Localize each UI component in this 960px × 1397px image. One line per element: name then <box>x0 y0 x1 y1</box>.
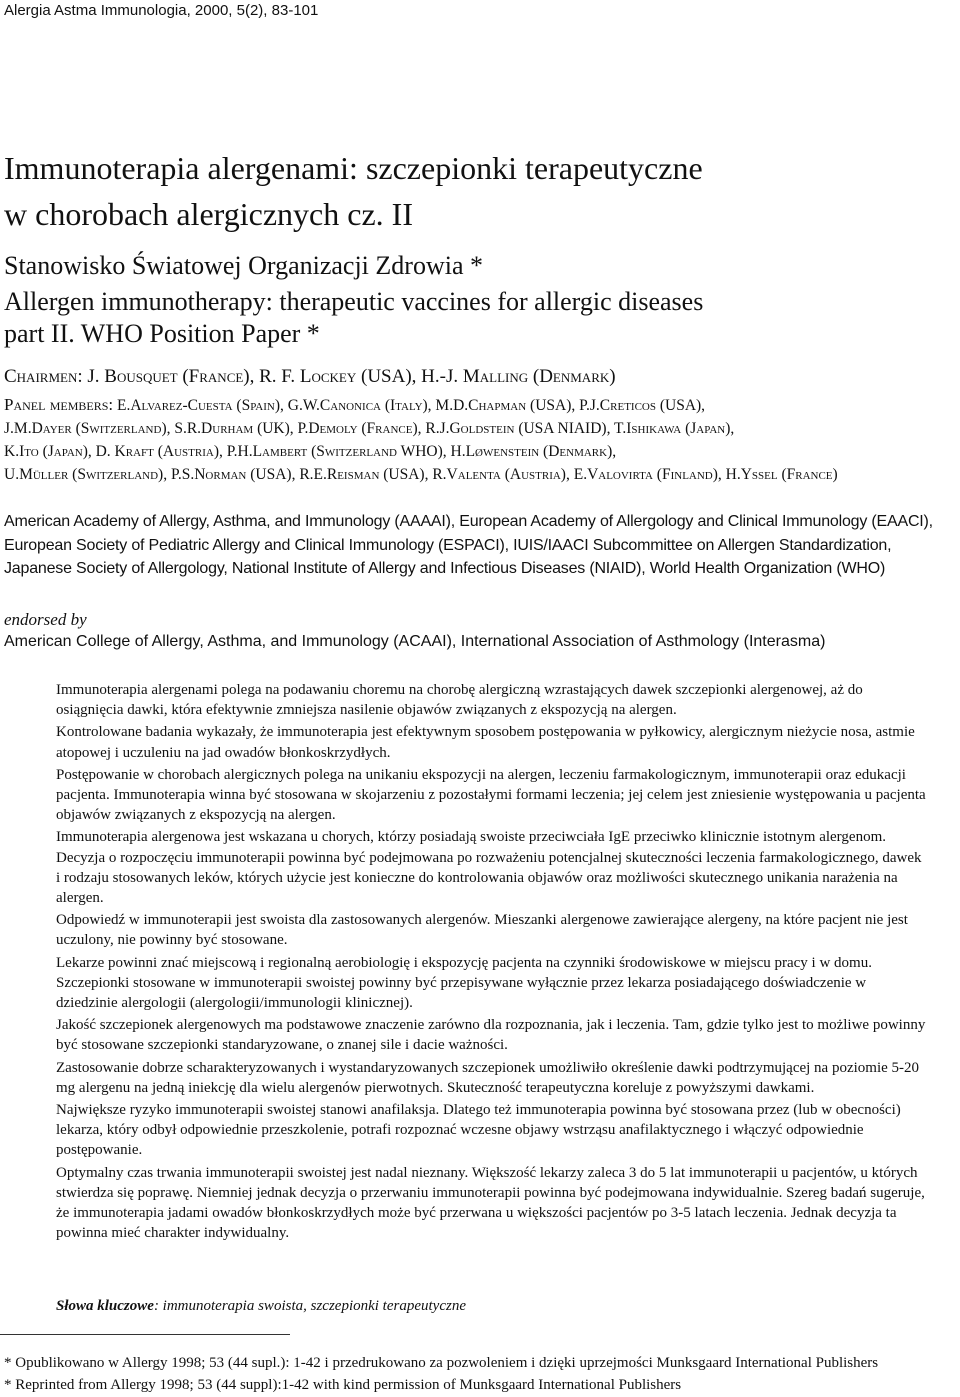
footnote-polish: * Opublikowano w Allergy 1998; 53 (44 supl.): 1-42 i przedrukowano za pozwoleniem i dzięki uprzejmości Munksgaard International Publishers <box>4 1355 879 1371</box>
panel-line-3: K.Ito (Japan), D. Kraft (Austria), P.H.Lambert (Switzerland WHO), H.Løwenstein (Denmark), <box>4 443 617 460</box>
chairmen-line <box>4 366 616 388</box>
chairmen-label: Chairmen: <box>4 366 83 387</box>
title-line-1: Immunoterapia alergenami: szczepionki terapeutyczne <box>4 150 703 186</box>
footnote-divider <box>0 1334 290 1335</box>
panel-label: Panel members: <box>4 395 114 414</box>
endorsed-by-label: endorsed by <box>4 610 87 629</box>
abstract-paragraph: Największe ryzyko immunoterapii swoistej stanowi anafilaksja. Dlatego też immunoterapia powinna być stosowana przez (lub w obecności) lekarza, który odbył odpowiednie przeszkolenie, potrafi rozpoznać wczesne objawy wstrząsu anafilaktycznego i włączyć odpowiednie postępowanie. <box>56 1102 901 1159</box>
title-line-4: Allergen immunotherapy: therapeutic vaccines for allergic diseases <box>4 287 704 316</box>
abstract-paragraph: Jakość szczepionek alergenowych ma podstawowe znaczenie zarówno dla rozpoznania, jak i leczenia. Tam, gdzie tylko jest to możliwe powinny być stosowane szczepionki standaryzowane, o znanej sile i dacie ważności. <box>56 1017 926 1054</box>
abstract-paragraph: Immunoterapia alergenowa jest wskazana u chorych, którzy posiadają swoiste przeciwciała IgE przeciwko klinicznie istotnym alergenom. Decyzja o rozpoczęciu immunoterapii powinna być podejmowana po rozważeniu potencjalnej skuteczności leczenia farmakologicznego, dawek i rodzaju stosowanych leków, których użycie jest konieczne do kontrolowania objawów oraz możliwości skutecznego unikania narażenia na alergen. <box>56 829 922 907</box>
panel-line-1 <box>4 393 838 417</box>
title-line-5: part II. WHO Position Paper * <box>4 319 320 348</box>
journal-citation: Alergia Astma Immunologia, 2000, 5(2), 83-101 <box>4 2 319 19</box>
abstract <box>56 680 926 1245</box>
abstract-paragraph: Odpowiedź w immunoterapii jest swoista dla zastosowanych alergenów. Mieszanki alergenowe zawierające alergeny, na które pacjent nie jest uczulony, nie powinny być stosowane. <box>56 912 908 949</box>
abstract-paragraph: Optymalny czas trwania immunoterapii swoistej jest nadal nieznany. Większość lekarzy zaleca 3 do 5 lat immunoterapii u pacjentów, u których stwierdza się poprawę. Niemniej jednak decyzja o przerwaniu immunoterapii powinna być podejmowana indywidualnie. Szereg badań sugeruje, że immunoterapia jadami owadów błonkoskrzydłych może być przerwana u większości pacjentów po 3-5 latach leczenia. Jednak decyzja ta powinna mieć charakter indywidualny. <box>56 1164 925 1242</box>
panel-members <box>4 393 838 486</box>
abstract-paragraph: Postępowanie w chorobach alergicznych polega na unikaniu ekspozycji na alergen, leczeniu farmakologicznym, immunoterapii oraz edukacji pacjenta. Immunoterapia winna być stosowana w skojarzeniu z pozostałymi formami leczenia; jej celem jest zniesienie występowania u pacjenta objawów związanych z ekspozycją na alergen. <box>56 766 926 824</box>
keywords-label: Słowa kluczowe <box>56 1298 154 1314</box>
panel-names: E.Alvarez-Cuesta (Spain), G.W.Canonica (Italy), M.D.Chapman (USA), P.J.Creticos (USA), <box>116 397 706 414</box>
abstract-paragraph: Zastosowanie dobrze scharakteryzowanych i wystandaryzowanych szczepionek umożliwiło określenie dawki podtrzymującej na poziomie 5-20 mg alergenu na jedną iniekcję dla wielu alergenów pierwotnych. Skuteczność terapeutyczna koreluje z powyższymi dawkami. <box>56 1059 920 1096</box>
panel-line-4: U.Müller (Switzerland), P.S.Norman (USA), R.E.Reisman (USA), R.Valenta (Austria), E.Valovirta (Finland), H.Yssel (France) <box>4 466 838 483</box>
title-line-2: w chorobach alergicznych cz. II <box>4 196 413 232</box>
panel-line-2: J.M.Dayer (Switzerland), S.R.Durham (UK), P.Demoly (France), R.J.Goldstein (USA NIAID), T.Ishikawa (Japan), <box>4 420 735 437</box>
title-line-3: Stanowisko Światowej Organizacji Zdrowia * <box>4 251 483 280</box>
endorsers-list: American College of Allergy, Asthma, and Immunology (ACAAI), International Association of Asthmology (Interasma) <box>4 633 826 650</box>
abstract-paragraph: Kontrolowane badania wykazały, że immunoterapia jest efektywnym sposobem postępowania w pyłkowicy, alergicznym nieżycie nosa, astmie atopowej i uczuleniu na jad owadów błonkoskrzydłych. <box>56 724 915 761</box>
abstract-paragraph: Lekarze powinni znać miejscową i regionalną aerobiologię i ekspozycję pacjenta na czynniki środowiskowe w miejscu pracy i w domu. Szczepionki stosowane w immunoterapii swoistej powinny być przepisywane wyłącznie przez lekarza posiadającego doświadczenie w dziedzinie alergologii (alergologii/immunologii klinicznej). <box>56 954 872 1012</box>
keywords-text: : immunoterapia swoista, szczepionki terapeutyczne <box>153 1298 466 1314</box>
chairmen-names: J. Bousquet (France), R. F. Lockey (USA), H.-J. Malling (Denmark) <box>87 366 616 387</box>
organizations-list: American Academy of Allergy, Asthma, and Immunology (AAAAI), European Academy of Allergology and Clinical Immunology (EAACI), European Society of Pediatric Allergy and Clinical Immunology (ESPACI), IUIS/IAACI Subcommittee on Allergen Standardization, Japanese Society of Allergology, National Institute of Allergy and Infectious Diseases (NIAID), World Health Organization (WHO) <box>4 513 933 577</box>
keywords <box>56 1298 466 1315</box>
footnote-english: * Reprinted from Allergy 1998; 53 (44 suppl):1-42 with kind permission of Munksgaard International Publishers <box>4 1377 682 1393</box>
abstract-paragraph: Immunoterapia alergenami polega na podawaniu choremu na chorobę alergiczną wzrastających dawek szczepionki alergenowej, aż do osiągnięcia dawki, która efektywnie zmniejsza nasilenie objawów związanych z ekspozycją na alergen. <box>56 682 863 719</box>
